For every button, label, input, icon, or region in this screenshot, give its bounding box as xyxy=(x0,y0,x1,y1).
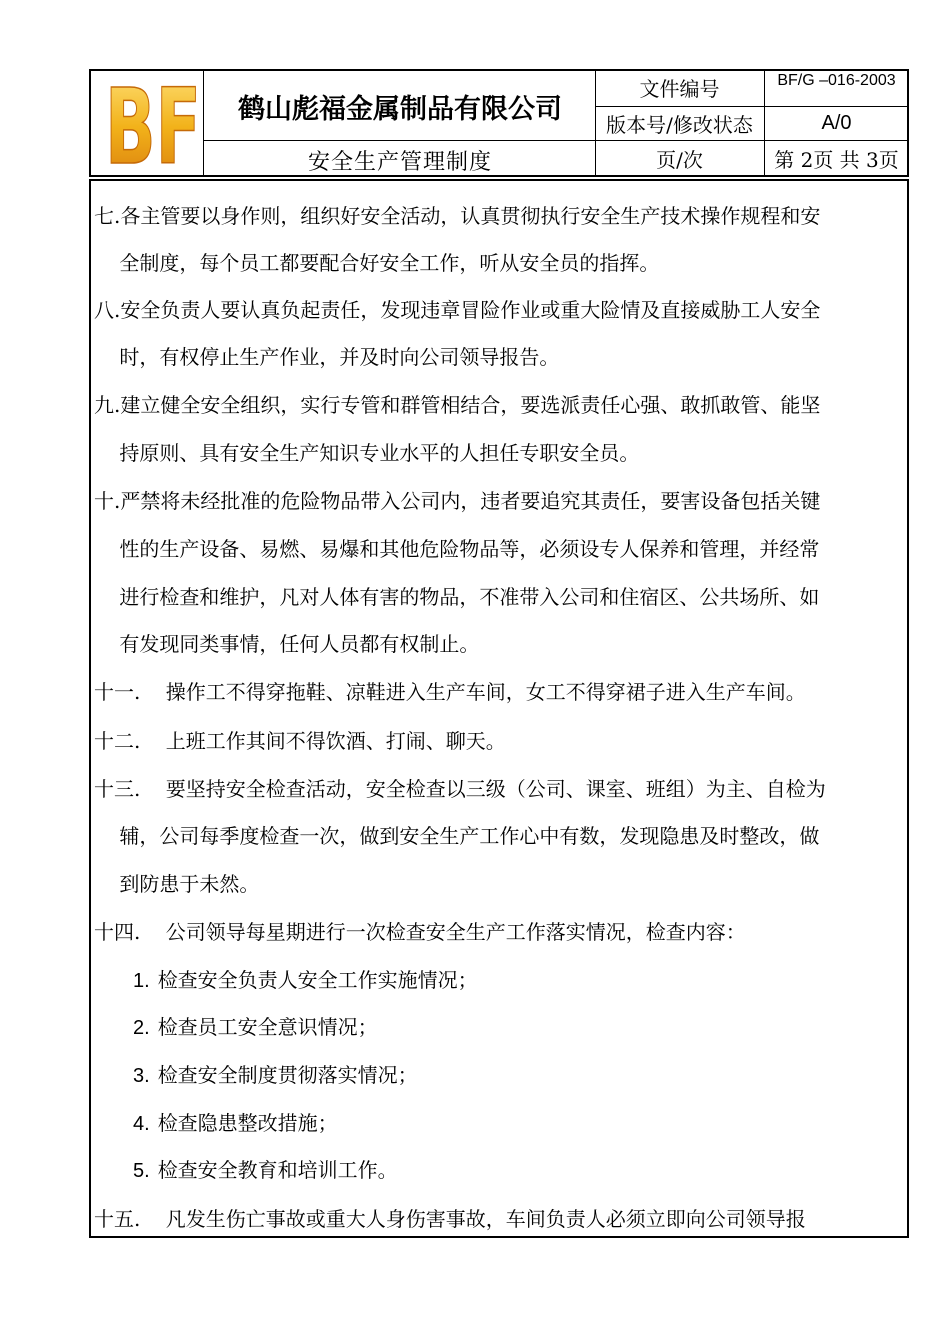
document-header xyxy=(89,66,909,188)
text-line: 进行检查和维护，凡对人体有害的物品，不准带入公司和住宿区、公共场所、如 xyxy=(94,585,820,609)
text-line: 十五. 凡发生伤亡事故或重大人身伤害事故，车间负责人必须立即向公司领导报 xyxy=(94,1207,806,1231)
text-line: 十一. 操作工不得穿拖鞋、凉鞋进入生产车间，女工不得穿裙子进入生产车间。 xyxy=(94,680,806,704)
check-item xyxy=(133,1014,378,1041)
text-line: 九.建立健全安全组织，实行专管和群管相结合，要选派责任心强、敢抓敢管、能坚 xyxy=(94,393,821,417)
text-line: 十四. 公司领导每星期进行一次检查安全生产工作落实情况，检查内容： xyxy=(94,920,746,944)
text-line: 十.严禁将未经批准的危险物品带入公司内，违者要追究其责任，要害设备包括关键 xyxy=(94,489,821,513)
text-line: 十三. 要坚持安全检查活动，安全检查以三级（公司、课室、班组）为主、自检为 xyxy=(94,777,826,801)
version-value: A/0 xyxy=(821,111,852,134)
text-line: 持原则、具有安全生产知识专业水平的人担任专职安全员。 xyxy=(94,441,640,465)
company-name: 鹤山彪福金属制品有限公司 xyxy=(238,93,562,125)
version-label: 版本号/修改状态 xyxy=(606,112,753,137)
file-number-value: BF/G –016-2003 xyxy=(777,72,896,89)
text-line: 十二. 上班工作其间不得饮酒、打闹、聊天。 xyxy=(94,729,506,753)
logo-text: BF xyxy=(105,66,201,188)
check-item-number: 3. xyxy=(133,1065,150,1087)
text-line: 辅，公司每季度检查一次，做到安全生产工作心中有数，发现隐患及时整改，做 xyxy=(94,824,820,848)
bf-logo xyxy=(103,66,203,188)
text-line: 时，有权停止生产作业，并及时向公司领导报告。 xyxy=(94,345,560,369)
check-item-number: 4. xyxy=(133,1113,150,1135)
check-item xyxy=(133,1157,398,1184)
check-item-number: 2. xyxy=(133,1017,150,1039)
check-item-number: 5. xyxy=(133,1160,150,1182)
file-number-label: 文件编号 xyxy=(639,77,720,101)
text-line: 八.安全负责人要认真负起责任，发现违章冒险作业或重大险情及直接威胁工人安全 xyxy=(94,298,821,322)
check-item xyxy=(133,967,478,994)
page-value: 第 2页 共 3页 xyxy=(774,148,899,172)
text-line: 到防患于未然。 xyxy=(94,872,260,896)
check-item-text: 检查安全负责人安全工作实施情况； xyxy=(157,968,478,992)
document-title: 安全生产管理制度 xyxy=(307,149,492,175)
page-label: 页/次 xyxy=(656,148,703,172)
text-line: 性的生产设备、易燃、易爆和其他危险物品等，必须设专人保养和管理，并经常 xyxy=(94,537,820,561)
divider xyxy=(203,69,204,177)
check-item-text: 检查安全教育和培训工作。 xyxy=(157,1158,398,1182)
text-line: 有发现同类事情，任何人员都有权制止。 xyxy=(94,632,480,656)
text-line: 七.各主管要以身作则，组织好安全活动，认真贯彻执行安全生产技术操作规程和安 xyxy=(94,204,821,228)
text-line: 全制度，每个员工都要配合好安全工作，听从安全员的指挥。 xyxy=(94,251,660,275)
check-item-text: 检查安全制度贯彻落实情况； xyxy=(157,1063,418,1087)
check-item-text: 检查员工安全意识情况； xyxy=(157,1015,378,1039)
check-item-text: 检查隐患整改措施； xyxy=(157,1111,338,1135)
check-item xyxy=(133,1110,338,1137)
check-item xyxy=(133,1062,418,1089)
check-item-number: 1. xyxy=(133,970,150,992)
